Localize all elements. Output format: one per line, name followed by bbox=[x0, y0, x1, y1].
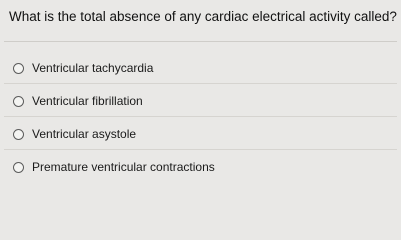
answer-option-label[interactable]: Ventricular asystole bbox=[32, 127, 137, 141]
answer-option-ventricular-tachycardia[interactable] bbox=[0, 54, 401, 84]
radio-unselected-icon[interactable] bbox=[13, 162, 24, 173]
option-divider bbox=[4, 83, 397, 84]
answer-option-premature-ventricular-contractions[interactable] bbox=[0, 153, 401, 183]
answer-option-ventricular-asystole[interactable] bbox=[0, 120, 401, 150]
radio-unselected-icon[interactable] bbox=[13, 63, 24, 74]
option-divider bbox=[4, 116, 397, 117]
radio-unselected-icon[interactable] bbox=[13, 96, 24, 107]
question-text: What is the total absence of any cardiac electrical activity called? bbox=[9, 9, 397, 24]
radio-unselected-icon[interactable] bbox=[13, 129, 24, 140]
answer-option-ventricular-fibrillation[interactable] bbox=[0, 87, 401, 117]
answer-option-label[interactable]: Ventricular fibrillation bbox=[32, 94, 143, 108]
answer-option-label[interactable]: Ventricular tachycardia bbox=[32, 61, 154, 75]
answer-option-label[interactable]: Premature ventricular contractions bbox=[32, 160, 215, 174]
option-divider bbox=[4, 149, 397, 150]
question-divider bbox=[4, 41, 397, 42]
